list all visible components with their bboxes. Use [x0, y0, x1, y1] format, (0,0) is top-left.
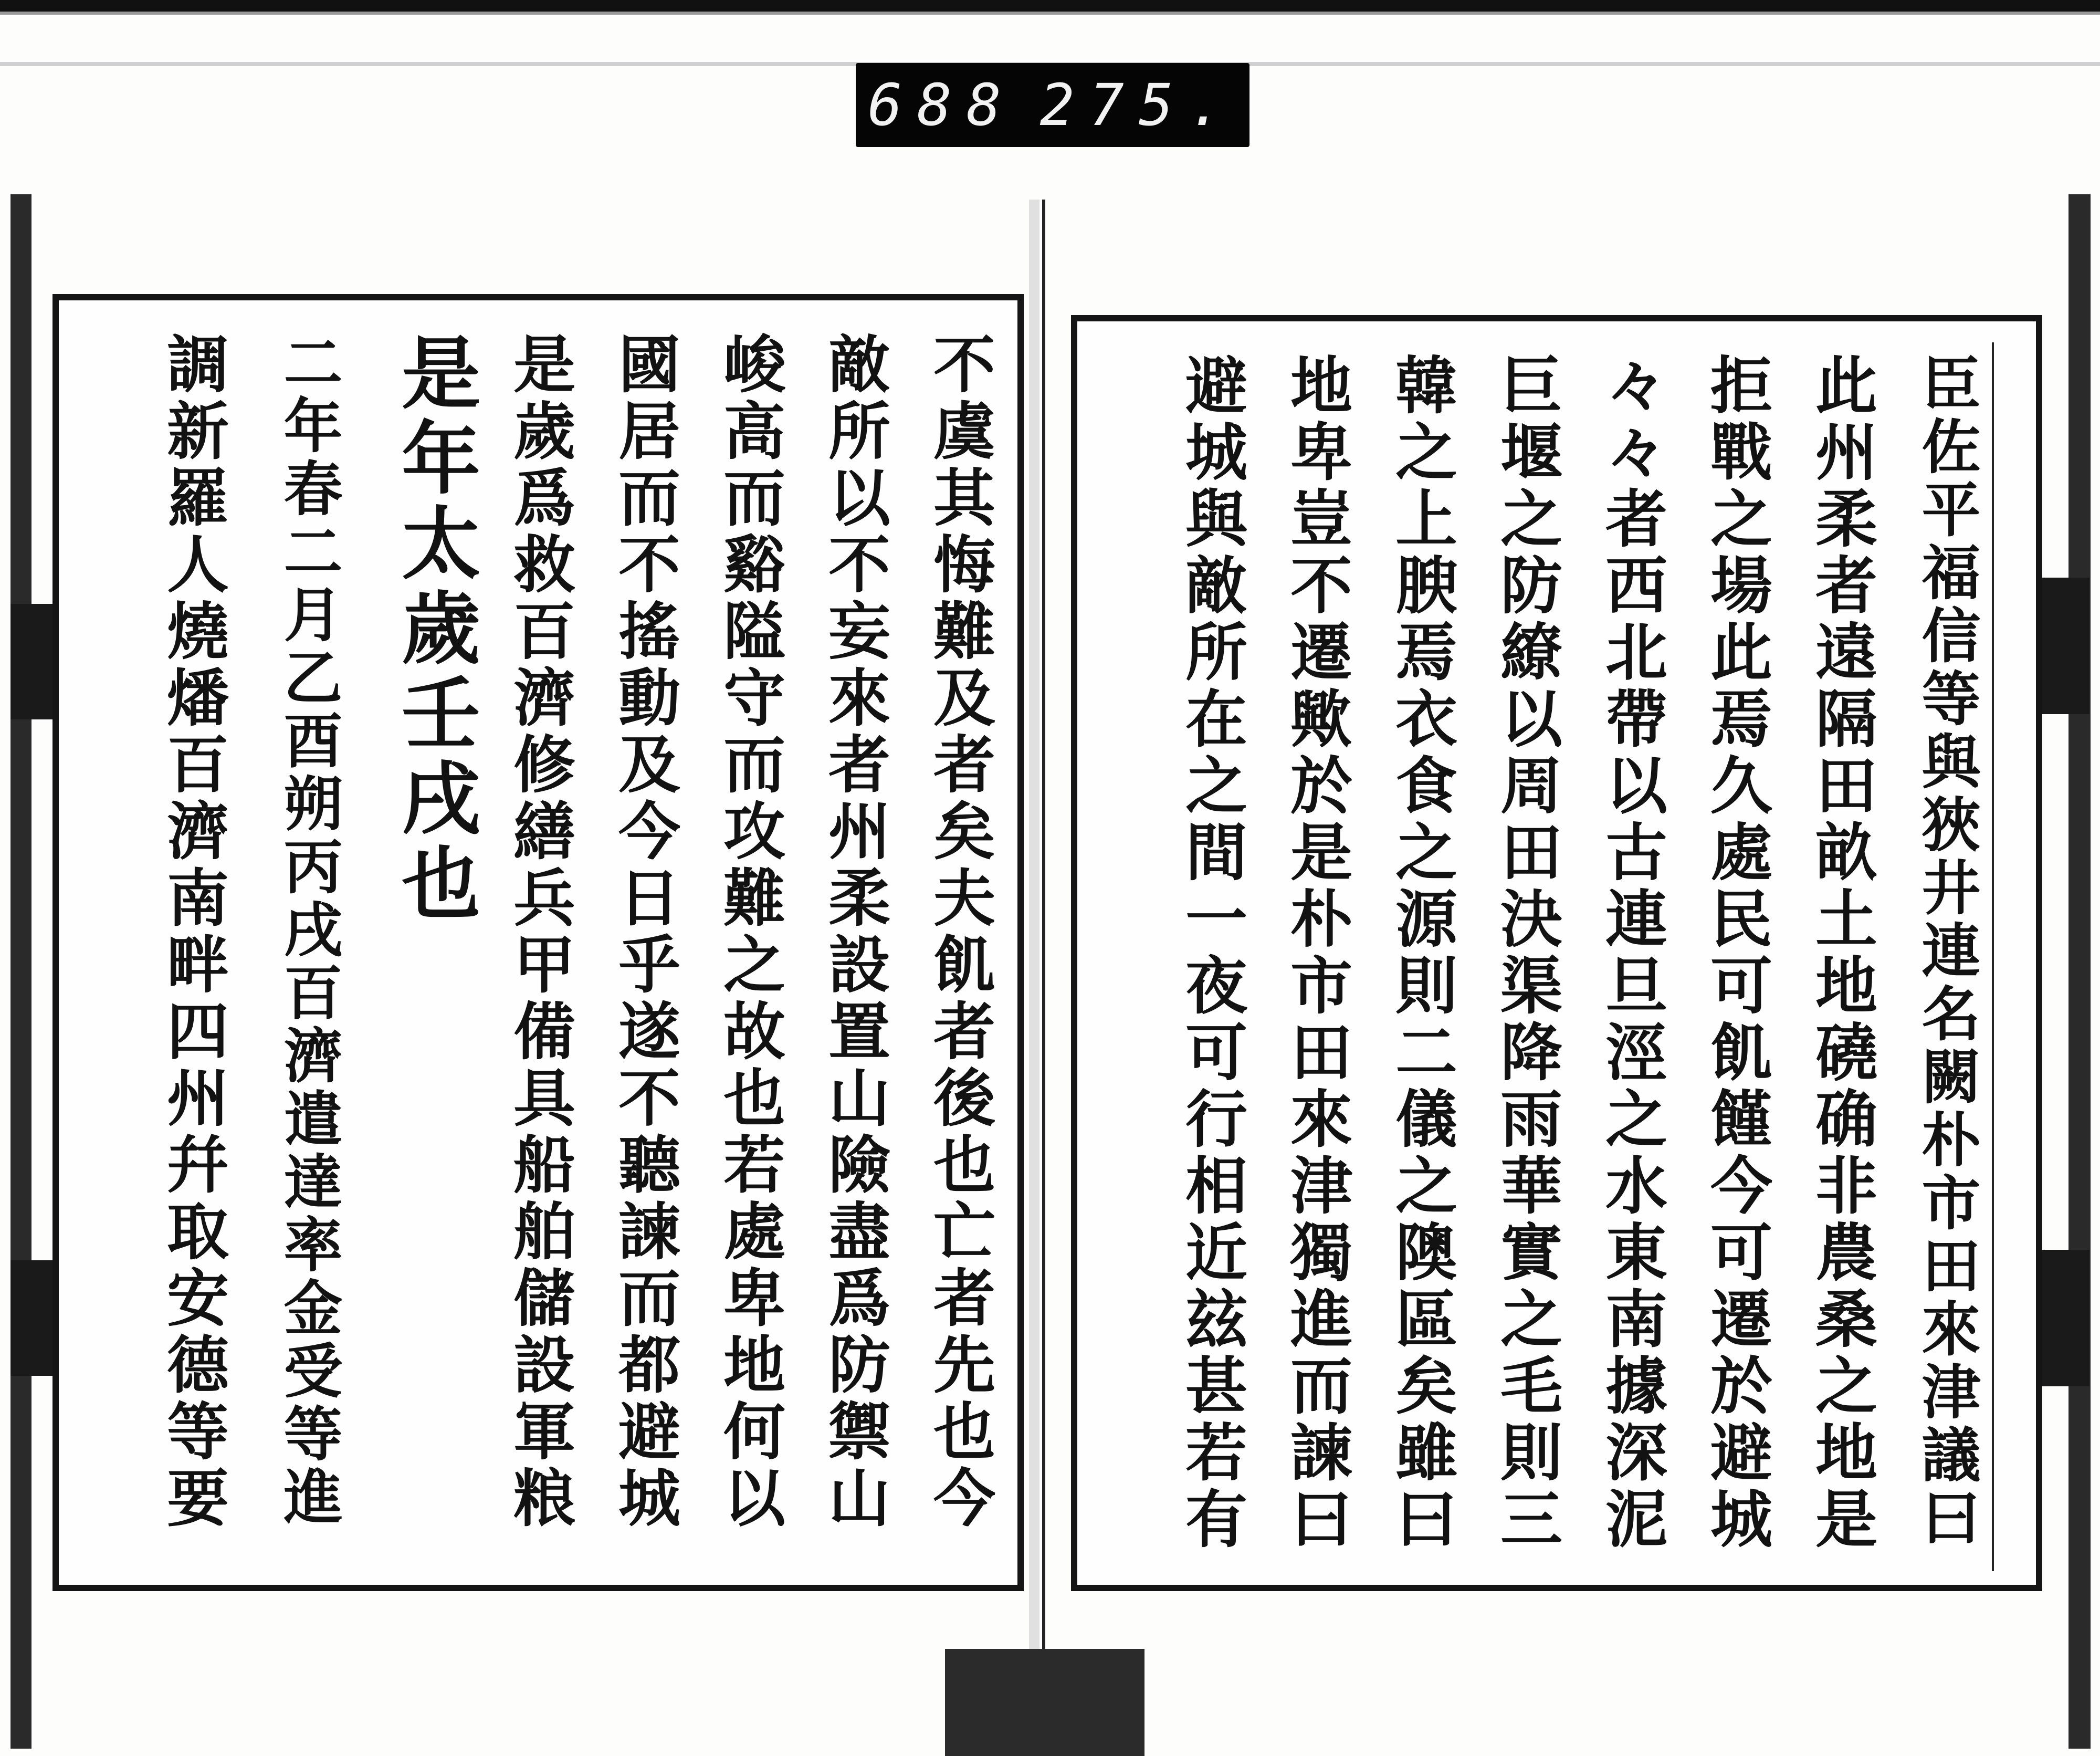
left-page — [52, 294, 1024, 1591]
left-column-5 — [489, 332, 589, 1540]
left-column-7 — [258, 332, 358, 1540]
right-column-6 — [1371, 353, 1471, 1561]
left-column-6-text: 是年太歲壬戌也 — [388, 332, 480, 927]
left-column-8-text: 調新羅人燒燔百濟南畔四州幷取安德等要 — [156, 332, 229, 1532]
right-page — [1071, 315, 2042, 1591]
left-column-8 — [143, 332, 243, 1540]
book-edge-right-tab-upper — [2037, 578, 2090, 714]
right-column-7-text: 地卑豈不遷歟於是朴市田來津獨進而諫曰 — [1280, 353, 1353, 1553]
book-edge-left-tab-upper — [10, 604, 52, 719]
catalog-label — [856, 63, 1250, 147]
right-column-3-text: 拒戰之場此焉久處民可飢饉今可遷於避城 — [1700, 353, 1773, 1553]
right-column-1 — [1896, 353, 1996, 1561]
left-column-4-text: 國居而不搖動及今日乎遂不聽諫而都避城 — [608, 332, 681, 1532]
right-column-2-text: 此州柔者遠隔田畝土地磽确非農桑之地是 — [1805, 353, 1878, 1553]
left-column-3-text: 峻高而谿隘守而攻難之故也若處卑地何以 — [713, 332, 786, 1532]
catalog-label-right: 275. — [1040, 71, 1238, 139]
book-gutter — [1042, 200, 1045, 1754]
right-column-2 — [1791, 353, 1891, 1561]
right-column-5-text: 巨堰之防繚以周田決渠降雨華實之毛則三 — [1490, 353, 1563, 1553]
left-column-4 — [594, 332, 694, 1540]
left-column-5-text: 是歲爲救百濟修繕兵甲備具船舶儲設軍粮 — [503, 332, 576, 1532]
book-edge-right — [2068, 194, 2091, 1749]
scan-top-edge — [0, 0, 2100, 12]
binding-bottom — [945, 1649, 1144, 1756]
left-column-1 — [909, 332, 1009, 1540]
left-column-1-text: 不虞其悔難及者矣夫飢者後也亡者先也今 — [923, 332, 996, 1532]
gutter-shadow — [1029, 200, 1040, 1754]
catalog-label-left: 688 — [867, 71, 1016, 139]
left-column-3 — [699, 332, 799, 1540]
book-edge-left — [10, 194, 32, 1749]
right-column-5 — [1476, 353, 1576, 1561]
left-column-6 — [384, 332, 484, 1540]
right-column-6-text: 韓之上腴焉衣食之源則二儀之隩區矣雖曰 — [1385, 353, 1458, 1553]
right-column-1-text: 臣佐平福信等與狹井連名闕朴市田來津議曰 — [1912, 353, 1981, 1550]
left-column-2-text: 敵所以不妄來者州柔設置山險盡爲防禦山 — [818, 332, 891, 1532]
book-edge-left-tab-lower — [10, 1260, 52, 1376]
right-page-margin-rule — [1992, 342, 2025, 1571]
right-column-8-text: 避城與敵所在之間一夜可行相近玆甚若有 — [1175, 353, 1248, 1553]
right-column-4-text: 々々者西北帶以古連旦涇之水東南據深泥 — [1595, 353, 1668, 1553]
right-column-7 — [1266, 353, 1366, 1561]
book-edge-right-tab-lower — [2037, 1250, 2090, 1386]
left-column-2 — [804, 332, 904, 1540]
right-column-4 — [1581, 353, 1681, 1561]
left-column-7-text: 二年春二月乙酉朔丙戌百濟遣達率金受等進 — [274, 332, 343, 1529]
right-column-3 — [1686, 353, 1786, 1561]
right-column-8 — [1161, 353, 1261, 1561]
